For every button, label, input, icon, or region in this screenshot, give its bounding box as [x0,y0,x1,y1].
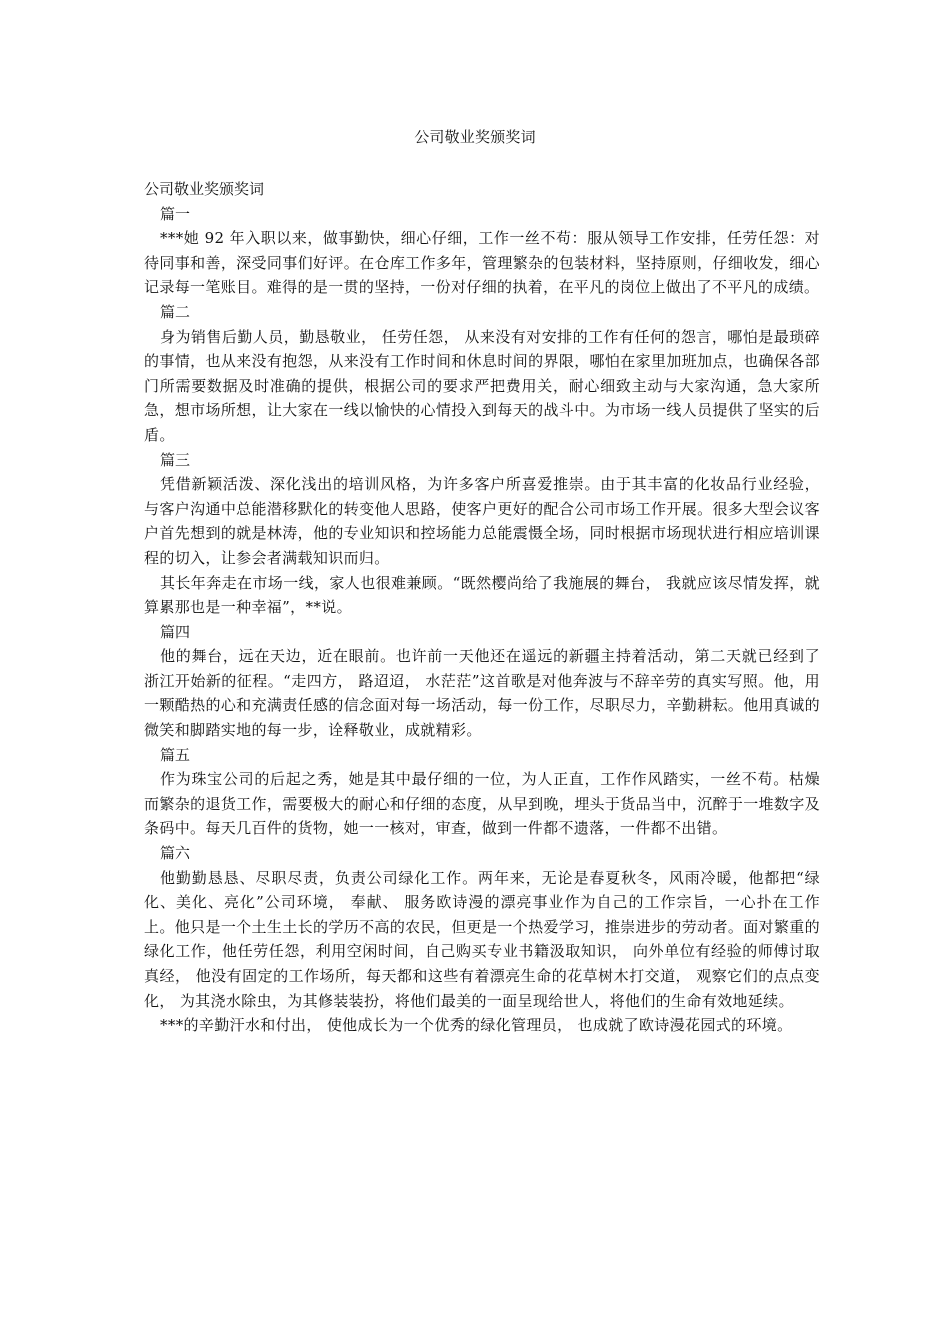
paragraph: ***的辛勤汗水和付出， 使他成长为一个优秀的绿化管理员， 也成就了欧诗漫花园式的环境。 [160,1016,793,1035]
paragraph: ***她 92 年入职以来，做事勤快，细心仔细，工作一丝不苟：服从领导工作安排，任劳任怨：对待同事和善，深受同事们好评。在仓库工作多年，管理繁杂的包装材料，坚持原则，仔细收发，细心记录每一笔账目。难得的是一贯的坚持，一份对仔细的执着，在平凡的岗位上做出了不平凡的成绩。 [144,229,820,297]
document-heading: 公司敬业奖颁奖词 [144,180,265,198]
document-title: 公司敬业奖颁奖词 [414,128,536,146]
section-2 [144,300,820,448]
section-title: 篇四 [160,622,191,641]
paragraph: 他的舞台，远在天边，近在眼前。也许前一天他还在遥远的新疆主持着活动，第二天就已经到了浙江开始新的征程。“走四方， 路迢迢， 水茫茫”这首歌是对他奔波与不辞辛劳的真实写照。他，用一颗酷热的心和充满责任感的信念面对每一场活动，每一份工作，尽职尽力，辛勤耕耘。他用真诚的微笑和脚踏实地的每一步，诠释敬业，成就精彩。 [144,647,820,740]
section-title: 篇五 [160,745,191,764]
section-5 [144,743,820,841]
paragraph: 其长年奔走在市场一线，家人也很难兼顾。“既然樱尚给了我施展的舞台， 我就应该尽情发挥，就算累那也是一种幸福”，**说。 [144,573,820,617]
section-1 [144,202,820,300]
section-title: 篇三 [160,450,191,469]
section-title: 篇二 [160,302,191,321]
section-6 [144,841,820,1038]
section-3 [144,448,820,620]
section-4 [144,620,820,743]
document-body [144,177,820,1038]
section-title: 篇六 [160,844,191,863]
paragraph: 身为销售后勤人员，勤恳敬业， 任劳任怨， 从来没有对安排的工作有任何的怨言，哪怕是最琐碎的事情，也从来没有抱怨，从来没有工作时间和休息时间的界限，哪怕在家里加班加点，也确保各部门所需要数据及时准确的提供，根据公司的要求严把费用关，耐心细致主动与大家沟通，急大家所急，想市场所想，让大家在一线以愉快的心情投入到每天的战斗中。为市场一线人员提供了坚实的后盾。 [144,327,820,444]
paragraph: 凭借新颖活泼、深化浅出的培训风格，为许多客户所喜爱推崇。由于其丰富的化妆品行业经验，与客户沟通中总能潜移默化的转变他人思路，使客户更好的配合公司市场工作开展。很多大型会议客户首先想到的就是林涛，他的专业知识和控场能力总能震慑全场，同时根据市场现状进行相应培训课程的切入，让参会者满载知识而归。 [144,475,820,567]
section-title: 篇一 [160,204,191,223]
paragraph: 他勤勤恳恳、尽职尽责，负责公司绿化工作。两年来，无论是春夏秋冬，风雨冷暖，他都把“绿化、美化、亮化”公司环境， 奉献、 服务欧诗漫的漂亮事业作为自己的工作宗旨，一心扑在工作上。他只是一个土生土长的学历不高的农民，但更是一个热爱学习，推崇进步的劳动者。面对繁重的绿化工作，他任劳任怨，利用空闲时间，自己购买专业书籍汲取知识， 向外单位有经验的师傅讨取真经， 他没有固定的工作场所，每天都和这些有着漂亮生命的花草树木打交道， 观察它们的点点变化， 为其浇水除虫，为其修装装扮，将他们最美的一面呈现给世人，将他们的生命有效地延续。 [144,868,820,1010]
paragraph: 作为珠宝公司的后起之秀，她是其中最仔细的一位，为人正直，工作作风踏实，一丝不苟。枯燥而繁杂的退货工作，需要极大的耐心和仔细的态度，从早到晚，埋头于货品当中，沉醉于一堆数字及条码中。每天几百件的货物，她一一核对，审查，做到一件都不遗落，一件都不出错。 [144,770,820,838]
